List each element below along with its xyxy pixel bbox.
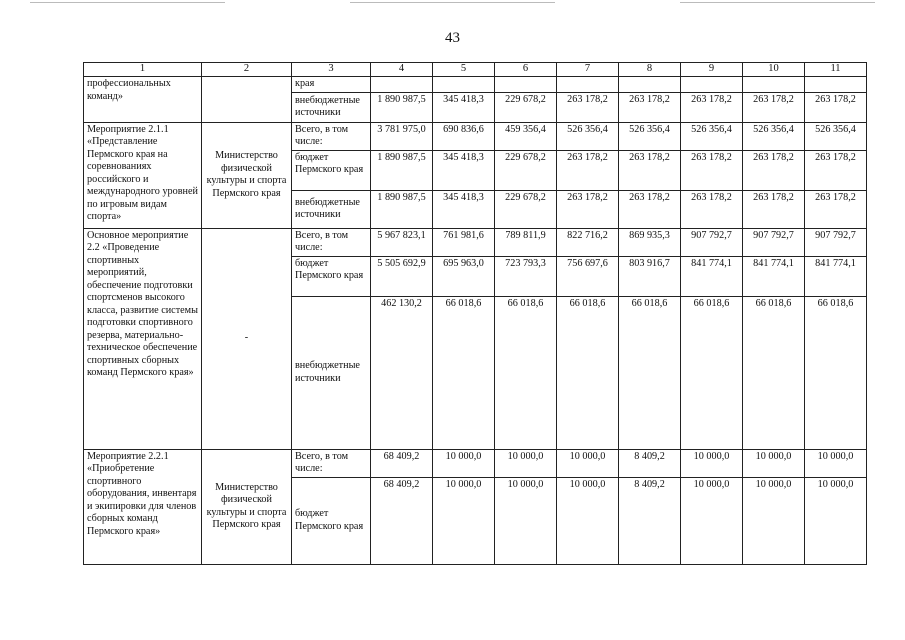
value-cell: 263 178,2 [557, 92, 619, 122]
top-rule-center [350, 2, 555, 3]
header-cell: 6 [495, 63, 557, 77]
measure-name-cell: Мероприятие 2.1.1 «Представление Пермского края на соревнованиях российского и международного уровней по игровым видам спорта» [84, 122, 202, 228]
value-cell: 526 356,4 [619, 122, 681, 150]
source-cell: бюджет Пермского края [292, 150, 371, 190]
header-cell: 9 [681, 63, 743, 77]
value-cell: 263 178,2 [681, 190, 743, 228]
value-cell: 723 793,3 [495, 256, 557, 296]
value-cell: 345 418,3 [433, 150, 495, 190]
header-cell: 8 [619, 63, 681, 77]
source-cell: Всего, в том числе: [292, 122, 371, 150]
value-cell: 5 967 823,1 [371, 228, 433, 256]
value-cell: 841 774,1 [743, 256, 805, 296]
value-cell: 907 792,7 [681, 228, 743, 256]
value-cell: 66 018,6 [433, 296, 495, 449]
value-cell: 263 178,2 [619, 190, 681, 228]
source-cell: бюджет Пермского края [292, 477, 371, 564]
value-cell: 907 792,7 [805, 228, 867, 256]
source-cell: внебюджетные источники [292, 190, 371, 228]
value-cell [743, 77, 805, 93]
value-cell [681, 77, 743, 93]
value-cell: 3 781 975,0 [371, 122, 433, 150]
source-cell: бюджет Пермского края [292, 256, 371, 296]
value-cell: 66 018,6 [681, 296, 743, 449]
top-rule-right [680, 2, 875, 3]
value-cell: 10 000,0 [433, 477, 495, 564]
table-row [84, 77, 867, 93]
header-cell: 2 [202, 63, 292, 77]
value-cell: 66 018,6 [495, 296, 557, 449]
value-cell: 263 178,2 [743, 190, 805, 228]
value-cell: 263 178,2 [805, 150, 867, 190]
value-cell: 8 409,2 [619, 477, 681, 564]
value-cell: 345 418,3 [433, 92, 495, 122]
value-cell [371, 77, 433, 93]
value-cell: 68 409,2 [371, 449, 433, 477]
budget-table [83, 62, 867, 565]
value-cell: 841 774,1 [681, 256, 743, 296]
value-cell: 229 678,2 [495, 92, 557, 122]
value-cell: 526 356,4 [805, 122, 867, 150]
value-cell: 263 178,2 [619, 92, 681, 122]
source-cell: внебюджетные источники [292, 92, 371, 122]
value-cell: 690 836,6 [433, 122, 495, 150]
executor-cell: Министерство физической культуры и спорта Пермского края [202, 122, 292, 228]
value-cell [557, 77, 619, 93]
executor-cell: - [202, 228, 292, 449]
value-cell: 229 678,2 [495, 150, 557, 190]
measure-name-cell: Мероприятие 2.2.1 «Приобретение спортивного оборудования, инвентаря и экипировки для членов сборных команд Пермского края» [84, 449, 202, 564]
table-row [84, 228, 867, 256]
header-cell: 10 [743, 63, 805, 77]
value-cell: 263 178,2 [743, 150, 805, 190]
measure-name-cell: Основное мероприятие 2.2 «Проведение спортивных мероприятий, обеспечение подготовки спортсменов высокого класса, развитие системы подготовки спортивного резерва, материально-техническое обеспечение спортивных сборных команд Пермского края» [84, 228, 202, 449]
value-cell: 526 356,4 [743, 122, 805, 150]
value-cell: 10 000,0 [681, 477, 743, 564]
value-cell: 263 178,2 [557, 150, 619, 190]
source-cell: внебюджетные источники [292, 296, 371, 449]
value-cell: 822 716,2 [557, 228, 619, 256]
value-cell: 10 000,0 [557, 477, 619, 564]
value-cell: 695 963,0 [433, 256, 495, 296]
value-cell: 66 018,6 [805, 296, 867, 449]
value-cell: 1 890 987,5 [371, 92, 433, 122]
value-cell: 66 018,6 [743, 296, 805, 449]
source-cell: Всего, в том числе: [292, 228, 371, 256]
value-cell: 263 178,2 [557, 190, 619, 228]
header-cell: 1 [84, 63, 202, 77]
value-cell: 1 890 987,5 [371, 150, 433, 190]
value-cell: 526 356,4 [557, 122, 619, 150]
value-cell: 1 890 987,5 [371, 190, 433, 228]
value-cell: 841 774,1 [805, 256, 867, 296]
value-cell [619, 77, 681, 93]
executor-cell [202, 77, 292, 123]
value-cell: 10 000,0 [495, 449, 557, 477]
value-cell: 10 000,0 [495, 477, 557, 564]
value-cell: 5 505 692,9 [371, 256, 433, 296]
value-cell: 789 811,9 [495, 228, 557, 256]
value-cell: 263 178,2 [805, 92, 867, 122]
page-number: 43 [445, 30, 460, 46]
header-row [84, 63, 867, 77]
value-cell: 10 000,0 [805, 449, 867, 477]
value-cell: 10 000,0 [681, 449, 743, 477]
value-cell: 907 792,7 [743, 228, 805, 256]
value-cell: 263 178,2 [681, 150, 743, 190]
value-cell: 462 130,2 [371, 296, 433, 449]
value-cell: 761 981,6 [433, 228, 495, 256]
value-cell: 66 018,6 [619, 296, 681, 449]
measure-name-cell: профессиональных команд» [84, 77, 202, 123]
header-cell: 11 [805, 63, 867, 77]
header-cell: 5 [433, 63, 495, 77]
value-cell: 10 000,0 [743, 449, 805, 477]
value-cell: 263 178,2 [743, 92, 805, 122]
value-cell: 10 000,0 [557, 449, 619, 477]
source-cell: Всего, в том числе: [292, 449, 371, 477]
value-cell: 68 409,2 [371, 477, 433, 564]
value-cell: 263 178,2 [681, 92, 743, 122]
value-cell [495, 77, 557, 93]
value-cell: 263 178,2 [805, 190, 867, 228]
value-cell: 229 678,2 [495, 190, 557, 228]
value-cell: 10 000,0 [743, 477, 805, 564]
value-cell: 10 000,0 [433, 449, 495, 477]
table-row [84, 122, 867, 150]
value-cell: 345 418,3 [433, 190, 495, 228]
value-cell [433, 77, 495, 93]
value-cell: 526 356,4 [681, 122, 743, 150]
value-cell [805, 77, 867, 93]
value-cell: 803 916,7 [619, 256, 681, 296]
executor-cell: Министерство физической культуры и спорта Пермского края [202, 449, 292, 564]
value-cell: 263 178,2 [619, 150, 681, 190]
source-cell: края [292, 77, 371, 93]
top-rule-left [30, 2, 225, 3]
value-cell: 869 935,3 [619, 228, 681, 256]
value-cell: 8 409,2 [619, 449, 681, 477]
value-cell: 66 018,6 [557, 296, 619, 449]
value-cell: 10 000,0 [805, 477, 867, 564]
value-cell: 459 356,4 [495, 122, 557, 150]
header-cell: 3 [292, 63, 371, 77]
header-cell: 7 [557, 63, 619, 77]
value-cell: 756 697,6 [557, 256, 619, 296]
header-cell: 4 [371, 63, 433, 77]
table-row [84, 449, 867, 477]
